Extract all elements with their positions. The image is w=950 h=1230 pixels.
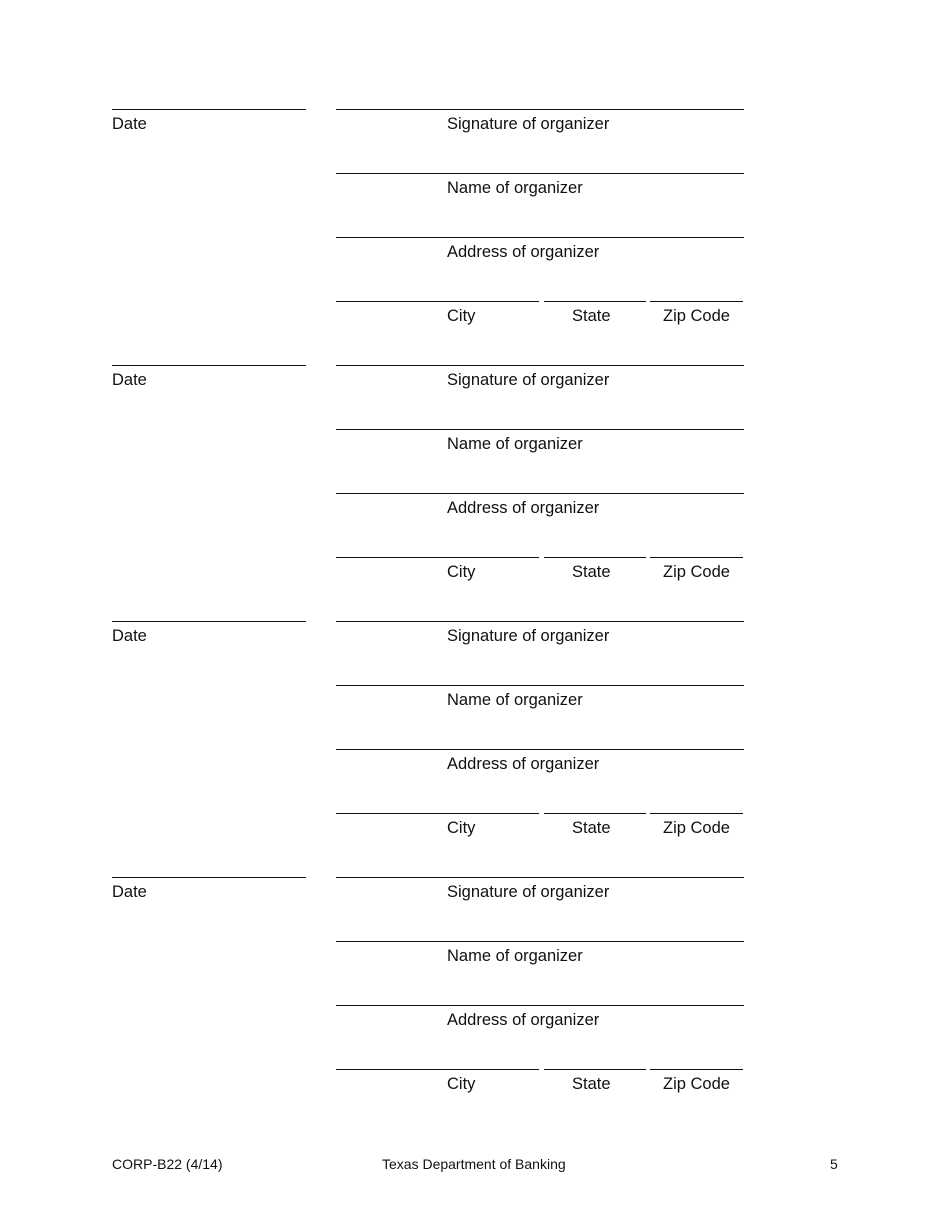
address-label: Address of organizer [447,243,600,261]
address-label: Address of organizer [447,499,600,517]
date-line[interactable] [112,621,306,622]
name-line[interactable] [336,941,744,942]
date-label: Date [112,883,147,901]
address-line[interactable] [336,1005,744,1006]
zip-label: Zip Code [663,307,730,325]
address-line[interactable] [336,493,744,494]
state-label: State [572,563,611,581]
state-label: State [572,307,611,325]
page-number: 5 [830,1156,838,1172]
organizer-block-3 [0,512,950,837]
address-label: Address of organizer [447,755,600,773]
name-line[interactable] [336,173,744,174]
zip-label: Zip Code [663,819,730,837]
date-line[interactable] [112,877,306,878]
name-line[interactable] [336,429,744,430]
agency-name: Texas Department of Banking [382,1156,566,1172]
date-label: Date [112,115,147,133]
city-label: City [447,307,476,325]
organizer-block-1 [0,0,950,325]
signature-line[interactable] [336,109,744,110]
date-line[interactable] [112,365,306,366]
signature-label: Signature of organizer [447,371,610,389]
form-id: CORP-B22 (4/14) [112,1156,223,1172]
signature-line[interactable] [336,365,744,366]
signature-label: Signature of organizer [447,627,610,645]
date-line[interactable] [112,109,306,110]
zip-line[interactable] [650,1069,743,1070]
date-label: Date [112,627,147,645]
address-label: Address of organizer [447,1011,600,1029]
organizer-block-2 [0,256,950,581]
signature-label: Signature of organizer [447,883,610,901]
zip-label: Zip Code [663,1075,730,1093]
address-line[interactable] [336,749,744,750]
address-line[interactable] [336,237,744,238]
city-label: City [447,1075,476,1093]
name-label: Name of organizer [447,947,583,965]
date-label: Date [112,371,147,389]
signature-line[interactable] [336,877,744,878]
name-label: Name of organizer [447,179,583,197]
organizer-block-4 [0,768,950,1093]
city-line[interactable] [336,1069,539,1070]
name-label: Name of organizer [447,435,583,453]
state-label: State [572,819,611,837]
state-label: State [572,1075,611,1093]
signature-line[interactable] [336,621,744,622]
city-label: City [447,563,476,581]
state-line[interactable] [544,1069,646,1070]
signature-label: Signature of organizer [447,115,610,133]
city-label: City [447,819,476,837]
name-label: Name of organizer [447,691,583,709]
name-line[interactable] [336,685,744,686]
zip-label: Zip Code [663,563,730,581]
